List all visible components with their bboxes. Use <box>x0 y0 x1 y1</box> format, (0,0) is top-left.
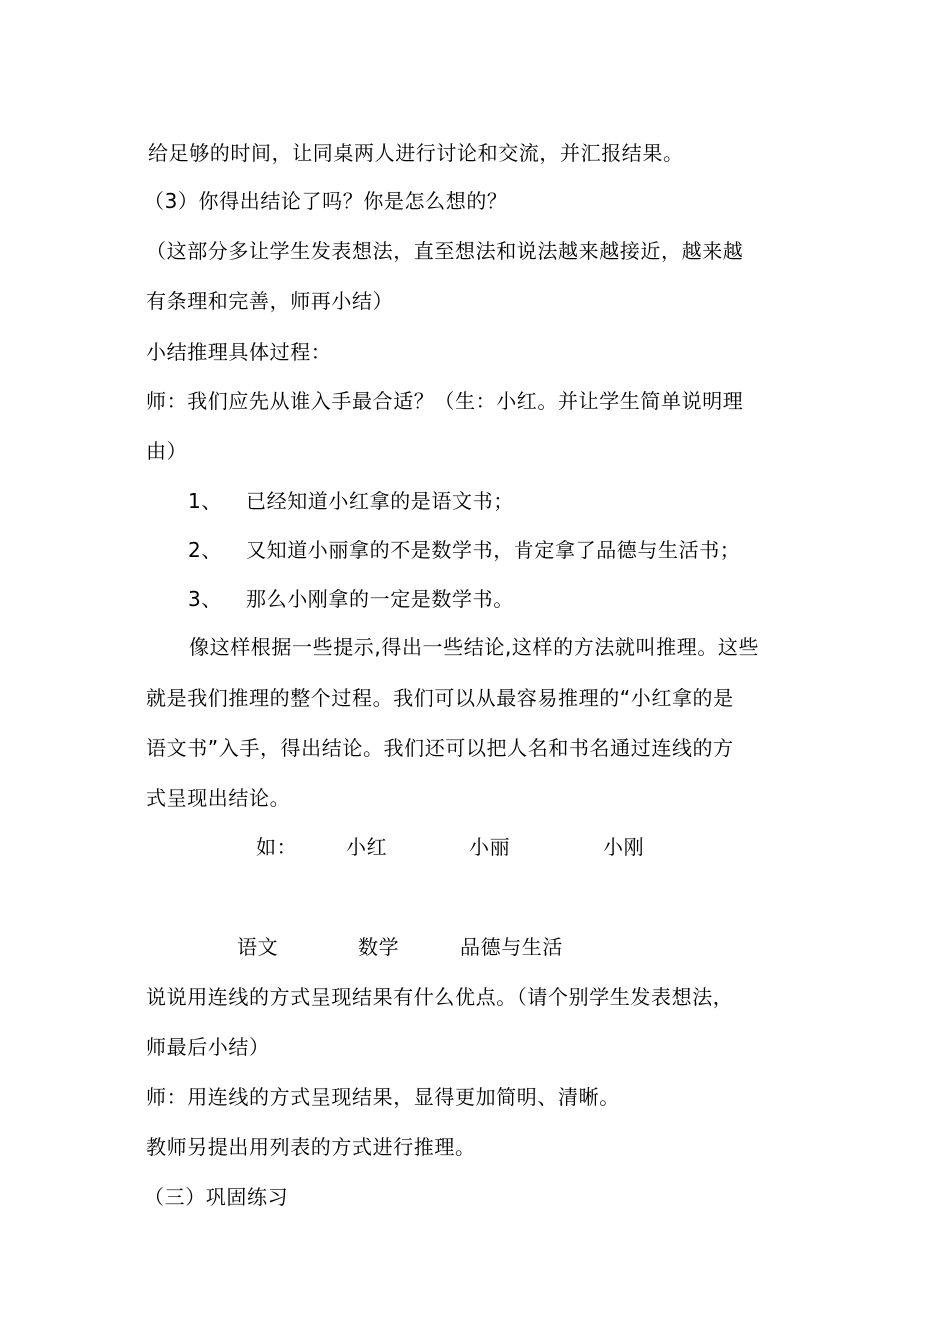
example-person: 小刚 <box>603 835 645 859</box>
paragraph-line: 语文书”入手，得出结论。我们还可以把人名和书名通过连线的方 <box>146 736 734 760</box>
text-line: 由） <box>146 439 188 463</box>
example-book: 品德与生活 <box>460 935 563 959</box>
text-line: 说说用连线的方式呈现结果有什么优点。（请个别学生发表想法， <box>146 985 734 1009</box>
text-line: 师：用连线的方式呈现结果，显得更加简明、清晰。 <box>146 1085 620 1109</box>
text-line: 师最后小结） <box>146 1035 270 1059</box>
step-number: 3、 <box>188 587 222 611</box>
text-line: 有条理和完善，师再小结） <box>146 289 394 313</box>
text-line: 教师另提出用列表的方式进行推理。 <box>146 1135 476 1159</box>
text-line: 师：我们应先从谁入手最合适？（生：小红。并让学生简单说明理 <box>146 389 744 413</box>
paragraph-line: 像这样根据一些提示,得出一些结论,这样的方法就叫推理。这些 <box>189 635 760 659</box>
step-text: 已经知道小红拿的是语文书； <box>246 489 514 513</box>
step-item <box>188 537 740 563</box>
paragraph-line: 式呈现出结论。 <box>146 786 291 810</box>
text-line: （3）你得出结论了吗？你是怎么想的？ <box>144 189 508 213</box>
step-number: 2、 <box>188 538 222 562</box>
step-item <box>188 488 514 514</box>
step-text: 又知道小丽拿的不是数学书，肯定拿了品德与生活书； <box>246 538 741 562</box>
paragraph-line: 就是我们推理的整个过程。我们可以从最容易推理的“小红拿的是 <box>146 686 734 710</box>
text-line: 小结推理具体过程： <box>146 340 332 364</box>
text-line: 给足够的时间，让同桌两人进行讨论和交流，并汇报结果。 <box>148 141 684 165</box>
example-person: 小红 <box>346 835 388 859</box>
text-line: （这部分多让学生发表想法，直至想法和说法越来越接近，越来越 <box>146 239 744 263</box>
step-text: 那么小刚拿的一定是数学书。 <box>246 587 514 611</box>
example-prefix: 如： <box>256 835 298 859</box>
section-heading: （三）巩固练习 <box>144 1185 289 1209</box>
example-book: 数学 <box>358 935 400 959</box>
step-item <box>188 586 514 612</box>
example-person: 小丽 <box>469 835 511 859</box>
step-number: 1、 <box>188 489 222 513</box>
example-book: 语文 <box>237 935 279 959</box>
